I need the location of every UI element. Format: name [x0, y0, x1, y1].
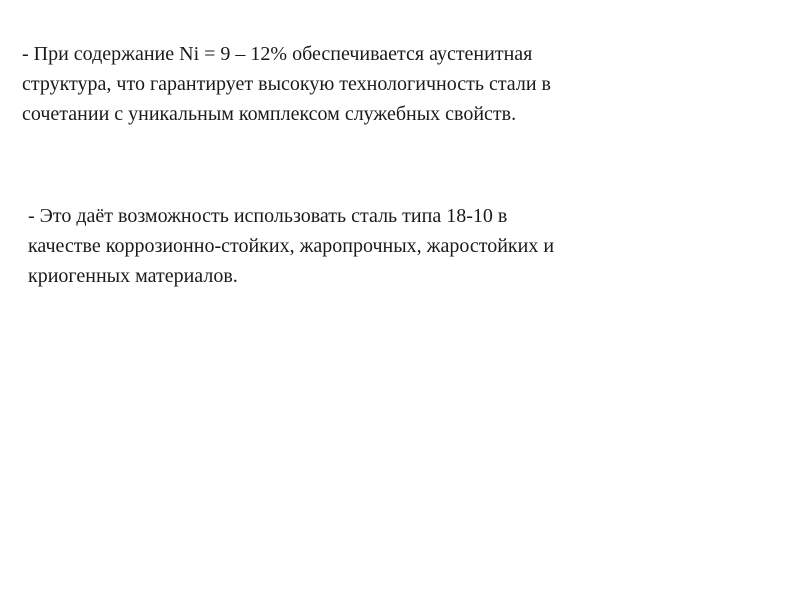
paragraph-line: сочетании с уникальным комплексом служебных свойств. [22, 103, 517, 125]
paragraph-steel-applications [28, 201, 554, 291]
paragraph-austenitic-structure [22, 39, 551, 129]
paragraph-line: качестве коррозионно-стойких, жаропрочных, жаростойких и [28, 235, 555, 257]
paragraph-line: - Это даёт возможность использовать сталь типа 18-10 в [28, 205, 508, 227]
paragraph-line: - При содержание Ni = 9 – 12% обеспечивается аустенитная [22, 43, 533, 65]
paragraph-line: структура, что гарантирует высокую технологичность стали в [22, 73, 551, 95]
paragraph-line: криогенных материалов. [28, 265, 238, 287]
